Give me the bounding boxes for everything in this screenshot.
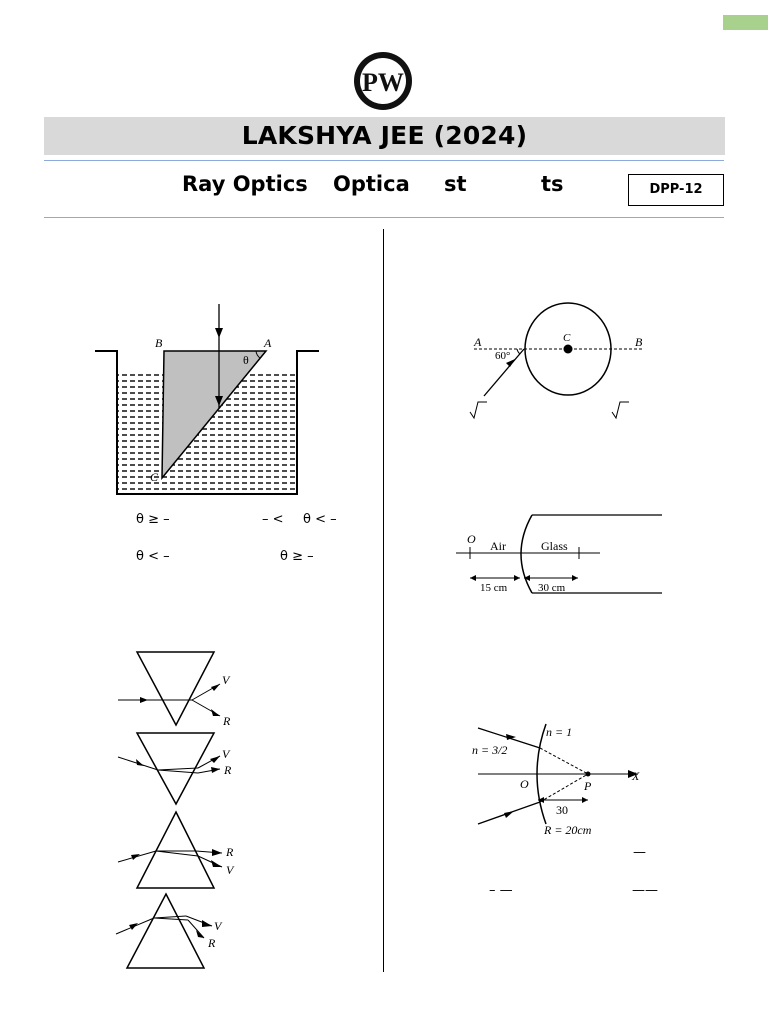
subtitle-optica: Optica bbox=[333, 172, 410, 196]
fig4-label-v: V bbox=[214, 919, 222, 933]
label-30cm: 30 cm bbox=[538, 582, 566, 594]
rule-bottom bbox=[44, 217, 724, 218]
label-o: O bbox=[467, 532, 476, 546]
q5-option-b: — bbox=[633, 845, 646, 860]
rule-top bbox=[44, 160, 724, 161]
q2-prism-options-figure bbox=[110, 648, 260, 972]
q2-option-2 bbox=[118, 733, 232, 804]
label-c: C bbox=[563, 332, 571, 344]
label-n2: n = 3/2 bbox=[472, 743, 508, 757]
label-air: Air bbox=[490, 539, 506, 553]
fig2-label-r: R bbox=[224, 763, 232, 777]
logo-text: PW bbox=[362, 68, 404, 97]
column-divider bbox=[383, 229, 384, 972]
q2-option-3 bbox=[118, 812, 235, 888]
label-a: A bbox=[474, 335, 482, 349]
subtitle-ts: ts bbox=[541, 172, 564, 196]
fig3-label-r: R bbox=[226, 845, 234, 859]
fig1-label-r: R bbox=[223, 714, 231, 728]
label-n1: n = 1 bbox=[546, 725, 573, 739]
label-15cm: 15 cm bbox=[480, 582, 508, 594]
dpp-badge: DPP-12 bbox=[628, 174, 724, 206]
q1-option-b-left: – < bbox=[262, 512, 284, 527]
q4-refraction-figure bbox=[452, 510, 664, 622]
q2-option-4 bbox=[116, 894, 223, 968]
pw-logo bbox=[353, 51, 413, 111]
label-a: A bbox=[264, 336, 272, 350]
q5-option-d: —— bbox=[632, 883, 658, 898]
q1-option-b-right: θ < – bbox=[303, 512, 337, 527]
fig4-label-r: R bbox=[208, 936, 216, 950]
label-30: 30 bbox=[556, 803, 568, 817]
label-b: B bbox=[635, 335, 643, 349]
fig2-label-v: V bbox=[222, 747, 230, 761]
page-title: LAKSHYA JEE (2024) bbox=[241, 121, 528, 150]
q5-option-c: – — bbox=[489, 883, 513, 898]
q1-option-c: θ < – bbox=[136, 549, 170, 564]
label-x: X bbox=[632, 769, 640, 783]
label-c: C bbox=[150, 470, 159, 484]
q1-option-d: θ ≥ – bbox=[280, 549, 314, 564]
label-angle: 60° bbox=[495, 350, 511, 362]
label-r: R = 20cm bbox=[544, 823, 592, 837]
q1-option-a: θ ≥ – bbox=[136, 512, 170, 527]
label-glass: Glass bbox=[541, 539, 568, 553]
subtitle-ray-optics: Ray Optics bbox=[182, 172, 308, 196]
q1-prism-tank-figure bbox=[90, 300, 330, 500]
label-p: P bbox=[584, 779, 592, 793]
fig1-label-v: V bbox=[222, 673, 230, 687]
q3-sphere-figure bbox=[462, 296, 662, 424]
subtitle-st: st bbox=[444, 172, 467, 196]
curved-surface bbox=[521, 515, 532, 593]
label-theta: θ bbox=[243, 353, 249, 367]
ray-arrow-head bbox=[215, 328, 223, 338]
label-b: B bbox=[155, 336, 163, 350]
corner-tab bbox=[723, 15, 768, 30]
q5-convex-surface-figure bbox=[466, 720, 656, 844]
label-o: O bbox=[520, 777, 529, 791]
fig3-label-v: V bbox=[226, 863, 234, 877]
q2-option-1 bbox=[118, 652, 231, 728]
